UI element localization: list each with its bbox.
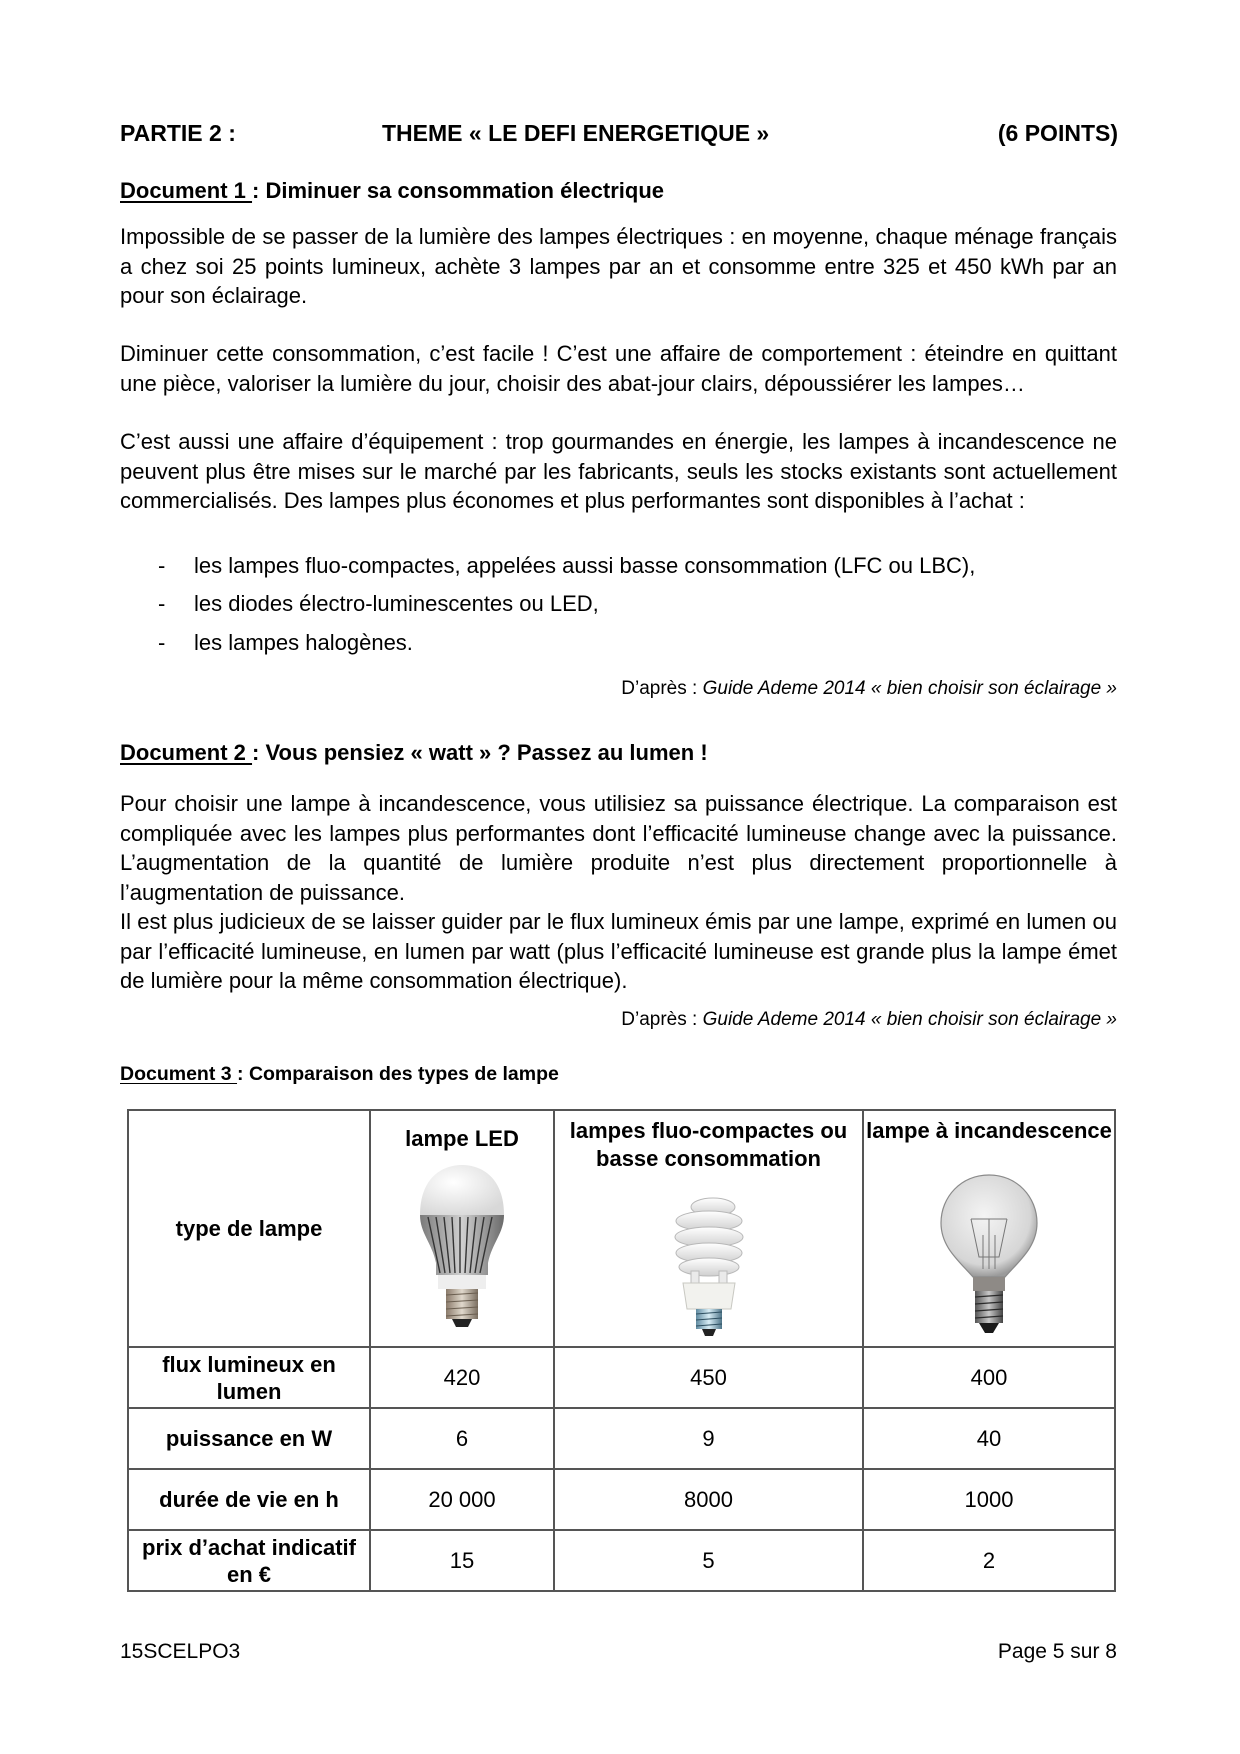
table-cell: 400	[863, 1347, 1115, 1408]
doc2-paragraph-1: Pour choisir une lampe à incandescence, vous utilisiez sa puissance électrique. La comparaison est compliquée avec les lampes plus performantes dont l’efficacité lumineuse change avec la puissance. L’augmentation de la quantité de lumière produite n’est plus directement proportionnelle à l’augmentation de puissance.	[120, 791, 1117, 905]
table-cell: 6	[370, 1408, 554, 1469]
column-title: lampe à incandescence	[866, 1118, 1112, 1143]
doc2-source: D’après : Guide Ademe 2014 « bien choisir son éclairage »	[621, 1009, 1117, 1030]
led-bulb-icon	[418, 1163, 506, 1331]
column-led	[370, 1110, 554, 1347]
doc3-title: : Comparaison des types de lampe	[237, 1063, 559, 1085]
table-header-row	[128, 1110, 1115, 1347]
row-label: prix d’achat indicatif en €	[128, 1530, 370, 1591]
incandescent-bulb-icon	[939, 1173, 1039, 1337]
column-title: lampes fluo-compactes ou basse consommation	[569, 1118, 848, 1171]
column-title: lampe LED	[405, 1126, 519, 1151]
table-row	[128, 1347, 1115, 1408]
doc2-title: : Vous pensiez « watt » ? Passez au lumen !	[252, 740, 708, 765]
part-header	[120, 120, 1118, 148]
table-cell: 20 000	[370, 1469, 554, 1530]
table-row	[128, 1408, 1115, 1469]
lamp-comparison-table	[127, 1109, 1116, 1592]
table-cell: 1000	[863, 1469, 1115, 1530]
points-label: (6 POINTS)	[997, 120, 1118, 146]
row-label: flux lumineux en lumen	[128, 1347, 370, 1408]
doc3-label: Document 3	[120, 1063, 238, 1085]
table-cell: 15	[370, 1530, 554, 1591]
doc1-source: D’après : Guide Ademe 2014 « bien choisir son éclairage »	[621, 678, 1117, 699]
table-row	[128, 1469, 1115, 1530]
row-label: durée de vie en h	[128, 1469, 370, 1530]
doc1-paragraph-2: Diminuer cette consommation, c’est facile ! C’est une affaire de comportement : éteindre en quittant une pièce, valoriser la lumière du jour, choisir des abat-jour clairs, dépoussiérer les lampes…	[120, 341, 1117, 396]
table-cell: 5	[554, 1530, 863, 1591]
doc1-title: : Diminuer sa consommation électrique	[252, 178, 665, 203]
source-title: Guide Ademe 2014 « bien choisir son éclairage »	[702, 678, 1117, 699]
doc2-paragraph-2: Il est plus judicieux de se laisser guider par le flux lumineux émis par une lampe, exprimé en lumen ou par l’efficacité lumineuse, en lumen par watt (plus l’efficacité lumineuse est grande plus la lampe émet de lumière pour la même consommation électrique).	[120, 909, 1117, 993]
doc1-paragraph-3: C’est aussi une affaire d’équipement : trop gourmandes en énergie, les lampes à incandescence ne peuvent plus être mises sur le marché par les fabricants, seuls les stocks existants sont actuellement commercialisés. Des lampes plus économes et plus performantes sont disponibles à l’achat :	[120, 429, 1117, 513]
table-cell: 9	[554, 1408, 863, 1469]
page-number: Page 5 sur 8	[997, 1640, 1117, 1663]
doc3-heading	[120, 1063, 559, 1086]
row-header: type de lampe	[128, 1110, 370, 1347]
row-label: puissance en W	[128, 1408, 370, 1469]
source-title: Guide Ademe 2014 « bien choisir son éclairage »	[702, 1009, 1117, 1030]
table-cell: 40	[863, 1408, 1115, 1469]
part-label: PARTIE 2 :	[120, 120, 236, 146]
doc1-heading	[120, 178, 664, 204]
table-cell: 450	[554, 1347, 863, 1408]
table-cell: 420	[370, 1347, 554, 1408]
doc2-heading	[120, 740, 708, 766]
document-code: 15SCELPO3	[120, 1640, 241, 1663]
table-cell: 2	[863, 1530, 1115, 1591]
cfl-bulb-icon	[669, 1197, 749, 1337]
table-cell: 8000	[554, 1469, 863, 1530]
column-cfl	[554, 1110, 863, 1347]
column-incandescent	[863, 1110, 1115, 1347]
doc1-label: Document 1	[120, 178, 253, 203]
doc1-paragraph-1: Impossible de se passer de la lumière des lampes électriques : en moyenne, chaque ménage français a chez soi 25 points lumineux, achète 3 lampes par an et consomme entre 325 et 450 kWh par an pour son éclairage.	[120, 224, 1117, 308]
table-row	[128, 1530, 1115, 1591]
doc2-label: Document 2	[120, 740, 253, 765]
theme-title: THEME « LE DEFI ENERGETIQUE »	[382, 120, 770, 146]
